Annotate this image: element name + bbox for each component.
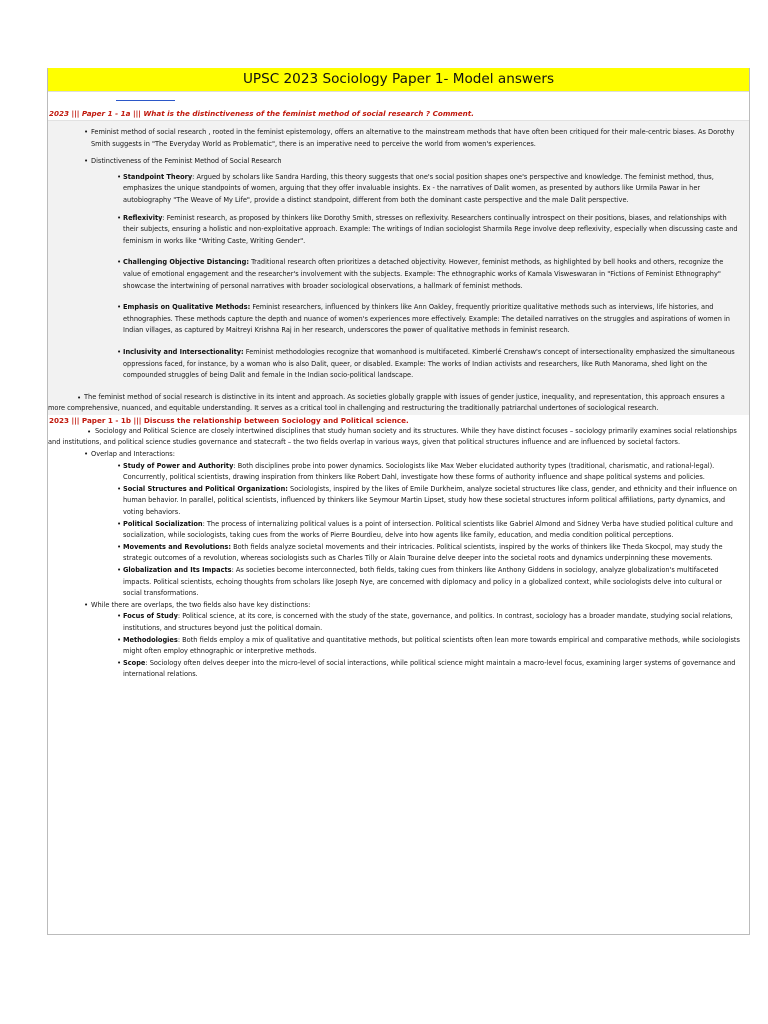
q2-overlap-structures: • Social Structures and Political Organization: Sociologists, inspired by the likes of Emile Durkheim, analyze societal structures like class, gender, and ethnicity and their influence on human behavior. In parallel, political scientists, influenced by thinkers like Seymour Martin Lipset, study how these societal structures inform political affiliations, party dynamics, and voting behaviors. <box>117 484 737 517</box>
q2-overlap-power: • Study of Power and Authority: Both disciplines probe into power dynamics. Sociologists like Max Weber elucidated authority types (traditional, charismatic, and rational-legal). Concurrently, political scientists, drawing inspiration from thinkers like Robert Dahl, investigate how these forms of authority influence and shape political systems and policies. <box>117 461 715 482</box>
question-heading-1b: 2023 ||| Paper 1 - 1b ||| Discuss the relationship between Sociology and Political science. <box>49 415 409 425</box>
bullet-icon: • <box>84 600 89 609</box>
document-sheet <box>47 68 750 935</box>
bullet-icon: • <box>117 347 122 356</box>
bullet-icon: • <box>117 213 122 222</box>
q1-subhead: • Distinctiveness of the Feminist Method of Social Research <box>48 156 749 168</box>
bullet-icon: • <box>117 461 122 470</box>
q2-overlap-globalization: • Globalization and Its Impacts: As societies become interconnected, both fields, taking cues from thinkers like Anthony Giddens in sociology, analyze globalization's multifaceted impacts. Political scientists, echoing thoughts from scholars like Joseph Nye, are concerned with diplomacy and policy in a globalized context, while sociologists delve into cultural or social transformations. <box>117 566 722 598</box>
bullet-icon: • <box>117 658 122 667</box>
q1-point-standpoint: • Standpoint Theory: Argued by scholars like Sandra Harding, this theory suggests that one's social position shapes one's perspective and knowledge. The feminist method, thus, emphasizes the unique standpoints of women, arguing that they offer invaluable insights. Ex - the narratives of Dalit women, as presented by authors like Urmila Pawar in her autobiography "The Weave of My Life", provide a distinct standpoint, different from both the dominant caste perspective and the male Dalit perspective. <box>117 172 714 204</box>
q1-point-intersectionality: • Inclusivity and Intersectionality: Feminist methodologies recognize that womanhood is multifaceted. Kimberlé Crenshaw's concept of intersectionality emphasized the simultaneous oppressions faced, for instance, by a woman who is also Dalit, queer, or disabled. Example: The works of Indian activists and researchers, like Ruth Manorama, shed light on the compounded struggles of being Dalit and female in the Indian socio-political landscape. <box>117 347 735 380</box>
answer-1b <box>48 426 749 681</box>
q2-intro: • Sociology and Political Science are closely intertwined disciplines that study human society and its structures. While they have distinct focuses – sociology primarily examines social relationships and institutions, and political science studies governance and statecraft – the two fields overlap in various ways, given that political structures influence and are influenced by societal factors. <box>48 426 737 447</box>
q2-distinct-head: • While there are overlaps, the two fields also have key distinctions: <box>48 600 749 612</box>
link-row <box>48 92 749 108</box>
bullet-icon: • <box>87 427 92 436</box>
q1-conclusion: • The feminist method of social research is distinctive in its intent and approach. As societies globally grapple with issues of gender justice, inequality, and representation, this approach ensures a more comprehensive, nuanced, and equitable understanding. It serves as a critical tool in challenging and restructuring the traditionally patriarchal undertones of sociological research. <box>48 392 725 413</box>
bullet-icon: • <box>117 484 122 493</box>
q2-overlap-head: • Overlap and Interactions: <box>48 449 749 461</box>
q2-overlap-movements: • Movements and Revolutions: Both fields analyze societal movements and their intricacies. Political scientists, inspired by the works of thinkers like Theda Skocpol, may study the strategic outcomes of a revolution, whereas sociologists such as Charles Tilly or Alain Touraine delve deeper into the societal roots and dynamics underpinning these movements. <box>117 542 723 563</box>
q1-point-objective-distancing: • Challenging Objective Distancing: Traditional research often prioritizes a detached objectivity. However, feminist methods, as highlighted by bell hooks and others, recognize the value of emotional engagement and the researcher's involvement with the subjects. Example: The ethnographic works of Kamala Visweswaran in "Fictions of Feminist Ethnography" showcase the intertwining of personal narratives with broader sociological observations, a hallmark of feminist methods. <box>117 258 724 290</box>
bullet-icon: • <box>77 393 82 402</box>
bullet-icon: • <box>117 172 122 181</box>
bullet-icon: • <box>117 612 122 621</box>
hyperlink-underline[interactable] <box>116 100 175 101</box>
bullet-icon: • <box>117 566 122 574</box>
q1-point-reflexivity: • Reflexivity: Feminist research, as proposed by thinkers like Dorothy Smith, stresses on reflexivity. Researchers continually introspect on their positions, biases, and relationships with their subjects, ensuring a holistic and non-exploitative approach. Example: The writings of Indian sociologist Sharmila Rege involve deep reflexivity, especially when discussing caste and feminism in works like "Writing Caste, Writing Gender". <box>117 213 738 245</box>
q2-overlap-socialization: • Political Socialization: The process of internalizing political values is a point of intersection. Political scientists like Gabriel Almond and Sidney Verba have studied political culture and socialization, while sociologists, taking cues from the works of Pierre Bourdieu, delve into how agents like family, education, and media condition political perceptions. <box>117 519 733 540</box>
bullet-icon: • <box>117 635 122 644</box>
q2-distinct-scope: • Scope: Sociology often delves deeper into the micro-level of social interactions, while political science might maintain a macro-level focus, examining larger systems of governance and international relations. <box>117 658 736 679</box>
bullet-icon: • <box>84 128 89 136</box>
bullet-icon: • <box>117 258 122 267</box>
bullet-icon: • <box>84 157 89 166</box>
q1-point-qualitative: • Emphasis on Qualitative Methods: Feminist researchers, influenced by thinkers like Ann Oakley, frequently prioritize qualitative methods such as interviews, life histories, and ethnographies. These methods capture the depth and nuance of women's experiences more effectively. Example: The detailed narratives on the struggles and aspirations of women in Indian villages, as captured by Maitreyi Krishna Raj in her research, underscores the power of qualitative methods in feminist research. <box>117 303 730 335</box>
bullet-icon: • <box>117 542 122 551</box>
q1-intro: • Feminist method of social research , rooted in the feminist epistemology, offers an alternative to the mainstream methods that have often been critiqued for their male-centric biases. As Dorothy Smith suggests in "The Everyday World as Problematic", there is an imperative need to perceive the world from women's experiences. <box>84 128 735 148</box>
bullet-icon: • <box>117 303 122 312</box>
q2-distinct-focus: • Focus of Study: Political science, at its core, is concerned with the study of the state, governance, and politics. In contrast, sociology has a broader mandate, studying social relations, institutions, and structures beyond just the political domain. <box>117 612 733 632</box>
answer-1a <box>48 120 749 415</box>
bullet-icon: • <box>117 519 122 528</box>
bullet-icon: • <box>84 450 89 459</box>
question-heading-1a: 2023 ||| Paper 1 - 1a ||| What is the distinctiveness of the feminist method of social research ? Comment. <box>49 109 474 118</box>
document-title: UPSC 2023 Sociology Paper 1- Model answers <box>48 68 749 92</box>
q2-distinct-methodologies: • Methodologies: Both fields employ a mix of qualitative and quantitative methods, but political scientists often lean more towards empirical and comparative methods, while sociologists might often employ ethnographic or interpretive methods. <box>117 635 740 656</box>
